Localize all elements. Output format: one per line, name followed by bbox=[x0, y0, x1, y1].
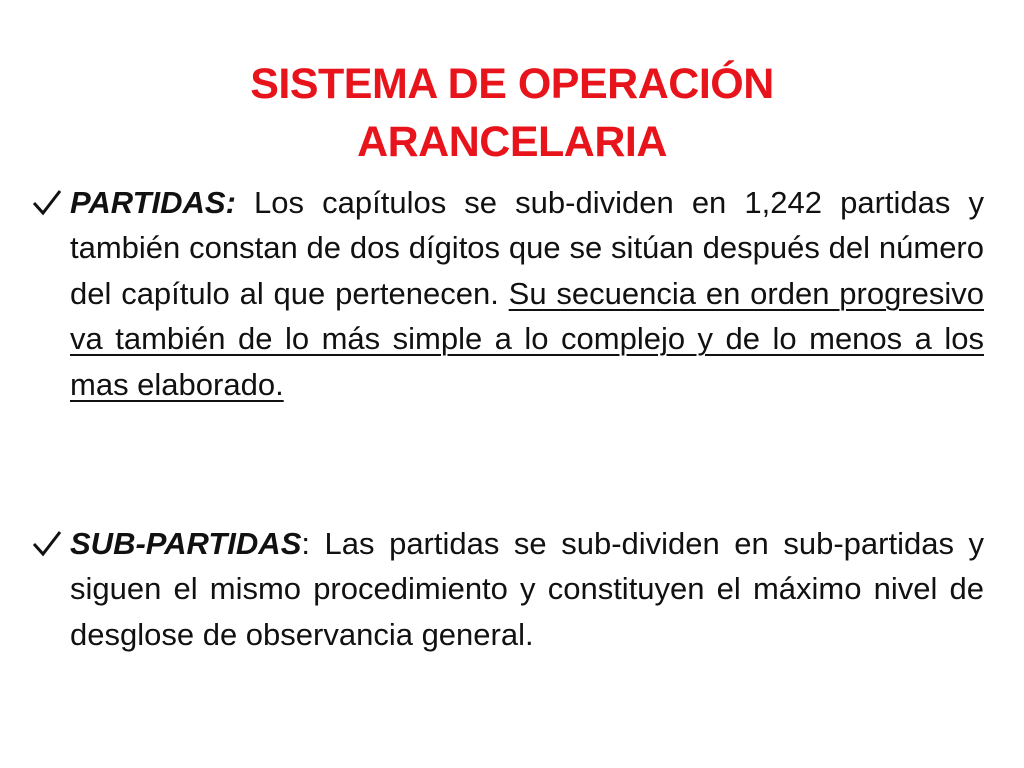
bullet-underlined-text: Su secuencia en orden progresivo va también de lo más simple a lo complejo y de lo menos a los mas elaborado. bbox=[70, 275, 984, 402]
title-line-1: SISTEMA DE OPERACIÓN bbox=[250, 59, 774, 108]
bullet-term: PARTIDAS: bbox=[70, 185, 236, 220]
bullet-text: : Las partidas se sub-dividen en sub-partidas y siguen el mismo procedimiento y constituyen el máximo nivel de desglose de observancia general. bbox=[70, 526, 984, 652]
bullet-partidas bbox=[70, 180, 984, 407]
bullet-sub-partidas bbox=[70, 521, 984, 657]
checkmark-icon bbox=[32, 188, 62, 218]
bullet-text: Los capítulos se sub-dividen en 1,242 partidas y también constan de dos dígitos que se sitúan después del número del capítulo al que pertenecen. bbox=[70, 185, 984, 311]
bullet-term: SUB-PARTIDAS bbox=[70, 526, 302, 561]
title-line-2: ARANCELARIA bbox=[357, 117, 667, 166]
checkmark-icon bbox=[32, 529, 62, 559]
slide-title bbox=[0, 55, 1024, 171]
